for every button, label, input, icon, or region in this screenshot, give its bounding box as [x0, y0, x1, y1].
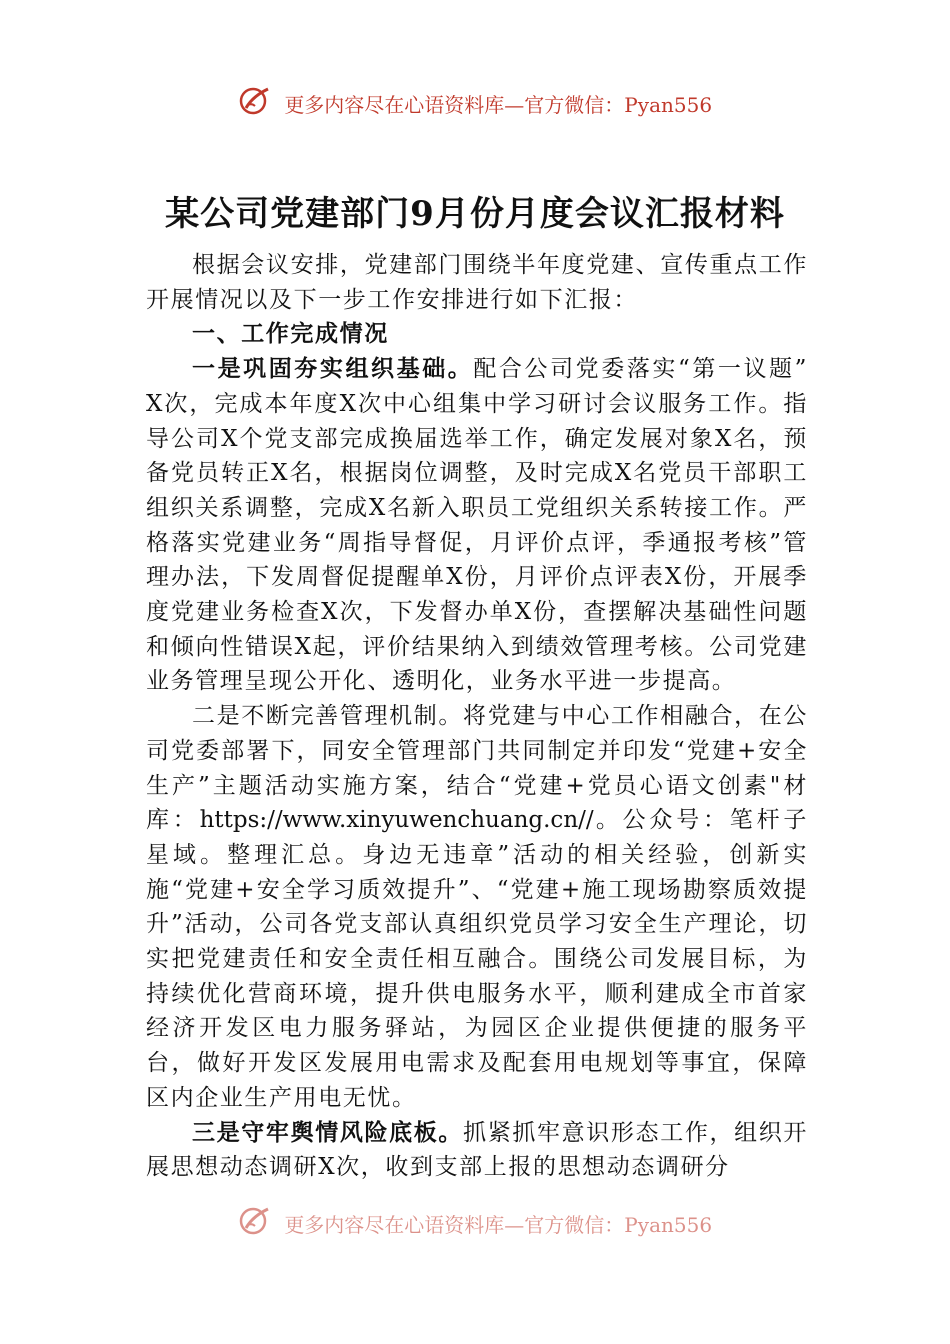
paragraph-1-text: 配合公司党委落实“第一议题” X次，完成本年度X次中心组集中学习研讨会议服务工作。指导公司X个党支部完成换届选举工作，确定发展对象X名，预备党员转正X名，根据岗位调整，及时完成X名党员干部职工组织关系调整，完成X名新入职员工党组织关系转接工作。严格落实党建业务“周指导督促，月评价点评，季通报考核”管理办法，下发周督促提醒单X份，月评价点评表X份，开展季度党建业务检查X次，下发督办单X份，查摆解决基础性问题和倾向性错误X起，评价结果纳入到绩效管理考核。公司党建业务管理呈现公开化、透明化，业务水平进一步提高。	[146, 356, 808, 695]
watermark-header	[0, 86, 950, 121]
paragraph-2-text-a: 二是不断完善管理机制。将党建与中心工作相融合，在公司党委部署下，同安全管理部门共同制定并印发“党建+安全生产”主题活动实施方案，结合“党建+党员心语文创素"材库：	[146, 703, 808, 834]
intro-paragraph: 根据会议安排，党建部门围绕半年度党建、宣传重点工作开展情况以及下一步工作安排进行如下汇报：	[146, 252, 808, 313]
paragraph-1-lead: 一是巩固夯实组织基础。	[192, 355, 474, 383]
watermark-text: 更多内容尽在心语资料库—官方微信：Pyan556	[284, 1213, 713, 1237]
document-body	[146, 248, 808, 1185]
watermark-text: 更多内容尽在心语资料库—官方微信：Pyan556	[284, 93, 713, 117]
paragraph-3	[146, 1116, 808, 1185]
paragraph-2-text-b: 。公众号：笔杆子星域。整理汇总。身边无违章”活动的相关经验，创新实施“党建+安全学习质效提升”、“党建+施工现场勘察质效提升”活动，公司各党支部认真组织党员学习安全生产理论，切实把党建责任和安全责任相互融合。围绕公司发展目标，为持续优化营商环境，提升供电服务水平，顺利建成全市首家经济开发区电力服务驿站，为园区企业提供便捷的服务平台，做好开发区发展用电需求及配套用电规划等事宜，保障区内企业生产用电无忧。	[146, 807, 808, 1111]
paragraph-1	[146, 352, 808, 699]
watermark-footer	[0, 1206, 950, 1241]
paragraph-3-text: 抓紧抓牢意识形态工作，组织开展思想动态调研X次，收到支部上报的思想动态调研分	[146, 1119, 808, 1181]
brush-logo-icon	[238, 86, 272, 121]
paragraph-2-url: https://www.xinyuwenchuang.cn//	[199, 807, 594, 834]
section-heading: 一、工作完成情况	[192, 320, 389, 348]
brush-logo-icon	[238, 1206, 272, 1241]
document-title: 某公司党建部门9月份月度会议汇报材料	[165, 194, 785, 234]
paragraph-3-lead: 三是守牢舆情风险底板。	[192, 1118, 464, 1146]
paragraph-2	[146, 699, 808, 1115]
